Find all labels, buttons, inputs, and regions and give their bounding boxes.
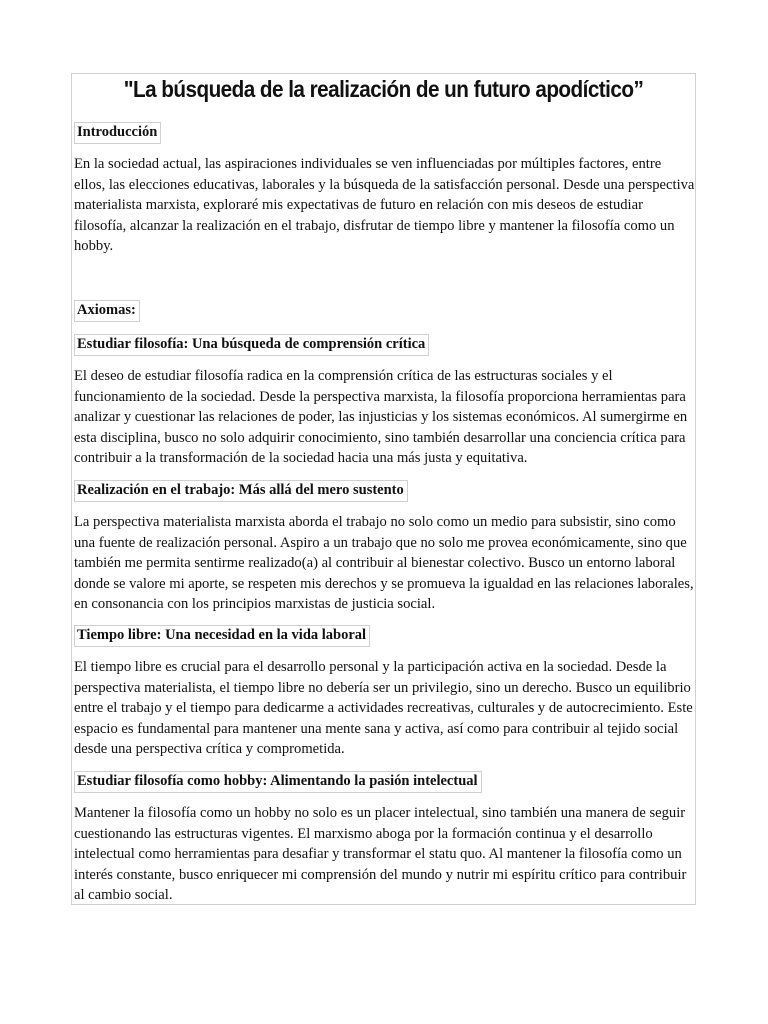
section-heading: Tiempo libre: Una necesidad en la vida laboral: [74, 625, 370, 647]
section-heading: Estudiar filosofía como hobby: Alimentando la pasión intelectual: [74, 771, 482, 793]
section-heading: Realización en el trabajo: Más allá del mero sustento: [74, 480, 408, 502]
section-paragraph: El tiempo libre es crucial para el desarrollo personal y la participación activa en la sociedad. Desde la perspectiva materialista, el tiempo libre no debería ser un privilegio, sino un derecho. Busco un equilibrio entre el trabajo y el tiempo para dedicarme a actividades recreativas, culturales y de autocrecimiento. Este espacio es fundamental para mantener una mente sana y activa, así como para contribuir al tejido social desde una perspectiva crítica y comprometida.: [74, 659, 693, 757]
document-title: "La búsqueda de la realización de un futuro apodíctico”: [123, 76, 644, 102]
section-paragraph: El deseo de estudiar filosofía radica en la comprensión crítica de las estructuras sociales y el funcionamiento de la sociedad. Desde la perspectiva marxista, la filosofía proporciona herramientas para analizar y cuestionar las relaciones de poder, las injusticias y los sistemas económicos. Al sumergirme en esta disciplina, busco no solo adquirir conocimiento, sino también desarrollar una conciencia crítica para contribuir a la transformación de la sociedad hacia una más justa y equitativa.: [74, 368, 688, 466]
axioms-heading: Axiomas:: [74, 300, 140, 322]
section-paragraph: Mantener la filosofía como un hobby no solo es un placer intelectual, sino también una manera de seguir cuestionando las estructuras vigentes. El marxismo aboga por la formación continua y el desarrollo intelectual como herramientas para desafiar y transformar el statu quo. Al mantener la filosofía como un interés constante, busco enriquecer mi comprensión del mundo y nutrir mi espíritu crítico para contribuir al cambio social.: [74, 805, 687, 903]
intro-paragraph: En la sociedad actual, las aspiraciones individuales se ven influenciadas por múltiples factores, entre ellos, las elecciones educativas, laborales y la búsqueda de la satisfacción personal. Desde una perspectiva materialista marxista, exploraré mis expectativas de futuro en relación con mis deseos de estudiar filosofía, alcanzar la realización en el trabajo, disfrutar de tiempo libre y mantener la filosofía como un hobby.: [74, 156, 695, 254]
intro-heading: Introducción: [74, 122, 161, 144]
document-page: [71, 73, 696, 905]
section-paragraph: La perspectiva materialista marxista aborda el trabajo no solo como un medio para subsistir, sino como una fuente de realización personal. Aspiro a un trabajo que no solo me provea económicamente, sino que también me permita sentirme realizado(a) al contribuir al bienestar colectivo. Busco un entorno laboral donde se valore mi aporte, se respeten mis derechos y se promueva la igualdad en las relaciones laborales, en consonancia con los principios marxistas de justicia social.: [74, 514, 694, 612]
section-heading: Estudiar filosofía: Una búsqueda de comprensión crítica: [74, 334, 429, 356]
